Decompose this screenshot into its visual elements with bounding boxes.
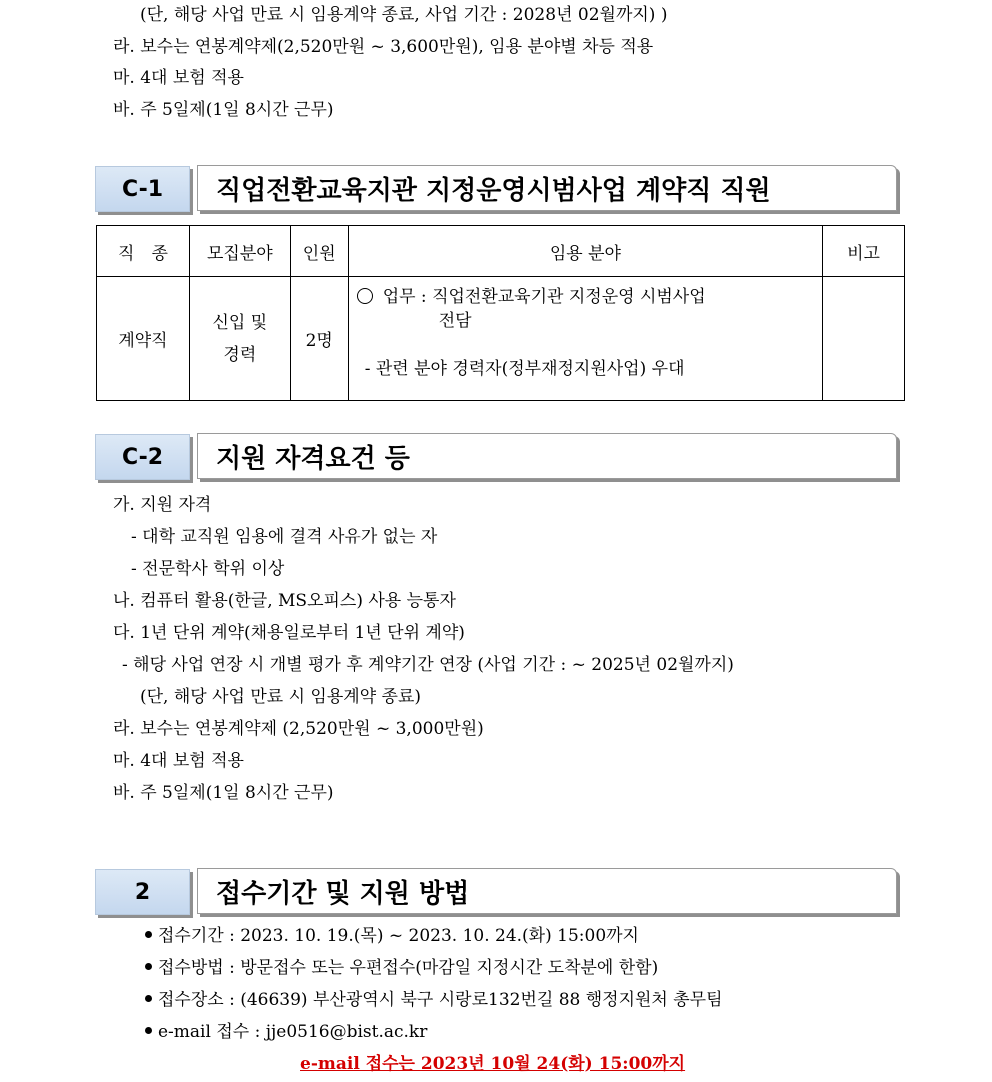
list-item xyxy=(145,957,658,979)
section-c1-title: 직업전환교육지관 지정운영시범사업 계약직 직원 xyxy=(197,165,897,211)
duty-line3: - 관련 분야 경력자(정부재정지원사업) 우대 xyxy=(364,359,685,379)
workweek-line: 바. 주 5일제(1일 8시간 근무) xyxy=(113,100,334,120)
period-text: 접수기간 : 2023. 10. 19.(목) ~ 2023. 10. 24.(화) 15:00까지 xyxy=(158,926,639,946)
cell-job-type: 계약직 xyxy=(97,277,190,401)
cell-count: 2명 xyxy=(290,277,348,401)
header-count: 인원 xyxy=(290,226,348,277)
duty-line2: 전담 xyxy=(438,311,472,331)
location-text: 접수장소 : (46639) 부산광역시 북구 시랑로132번길 88 행정지원처 총무팀 xyxy=(158,990,723,1010)
bullet-icon xyxy=(145,963,152,970)
qualification-item: - 대학 교직원 임용에 결격 사유가 없는 자 xyxy=(131,527,438,547)
extension-line: - 해당 사업 연장 시 개별 평가 후 계약기간 연장 (사업 기간 : ~ 2025년 02월까지) xyxy=(122,655,734,675)
duty-line1: 업무 : 직업전환교육기관 지정운영 시범사업 xyxy=(382,287,706,307)
bullet-icon xyxy=(145,995,152,1002)
term-note-line: (단, 해당 사업 만료 시 임용계약 종료, 사업 기간 : 2028년 02월까지) ) xyxy=(140,5,668,25)
computer-skill-line: 나. 컴퓨터 활용(한글, MS오피스) 사용 능통자 xyxy=(113,591,456,611)
insurance-line: 마. 4대 보험 적용 xyxy=(113,68,244,88)
header-duty: 임용 분야 xyxy=(348,226,822,277)
bullet-icon xyxy=(145,931,152,938)
salary-line: 라. 보수는 연봉계약제(2,520만원 ~ 3,600만원), 임용 분야별 차등 적용 xyxy=(113,37,654,57)
section-c2-code: C-2 xyxy=(95,434,190,480)
term-note-line: (단, 해당 사업 만료 시 임용계약 종료) xyxy=(140,687,421,707)
section-c1-code: C-1 xyxy=(95,166,190,212)
method-text: 접수방법 : 방문접수 또는 우편접수(마감일 지정시간 도착분에 한함) xyxy=(158,958,659,978)
list-item xyxy=(145,1021,427,1043)
cell-field-line1: 신입 및 xyxy=(212,312,268,333)
cell-field xyxy=(189,277,290,401)
cell-field-line2: 경력 xyxy=(223,344,257,365)
list-item xyxy=(145,925,639,947)
table-row xyxy=(97,277,905,401)
contract-line: 다. 1년 단위 계약(채용일로부터 1년 단위 계약) xyxy=(113,623,465,643)
email-deadline-notice: e-mail 접수는 2023년 10월 24(화) 15:00까지 xyxy=(300,1054,686,1074)
salary-line: 라. 보수는 연봉계약제 (2,520만원 ~ 3,000만원) xyxy=(113,719,484,739)
insurance-line: 마. 4대 보험 적용 xyxy=(113,751,244,771)
workweek-line: 바. 주 5일제(1일 8시간 근무) xyxy=(113,783,334,803)
bullet-icon xyxy=(145,1027,152,1034)
qualification-heading: 가. 지원 자격 xyxy=(113,495,212,515)
cell-duty xyxy=(348,277,822,401)
recruitment-table xyxy=(96,225,905,401)
header-field: 모집분야 xyxy=(189,226,290,277)
cell-note xyxy=(823,277,905,401)
section-c2-title: 지원 자격요건 등 xyxy=(197,433,897,479)
email-text: e-mail 접수 : jje0516@bist.ac.kr xyxy=(158,1022,428,1042)
section-2-title: 접수기간 및 지원 방법 xyxy=(197,868,897,914)
table-header-row xyxy=(97,226,905,277)
header-job-type: 직 종 xyxy=(97,226,190,277)
list-item xyxy=(145,989,723,1011)
circle-bullet-icon xyxy=(357,288,373,304)
section-2-code: 2 xyxy=(95,869,190,915)
qualification-item: - 전문학사 학위 이상 xyxy=(131,559,285,579)
header-note: 비고 xyxy=(823,226,905,277)
